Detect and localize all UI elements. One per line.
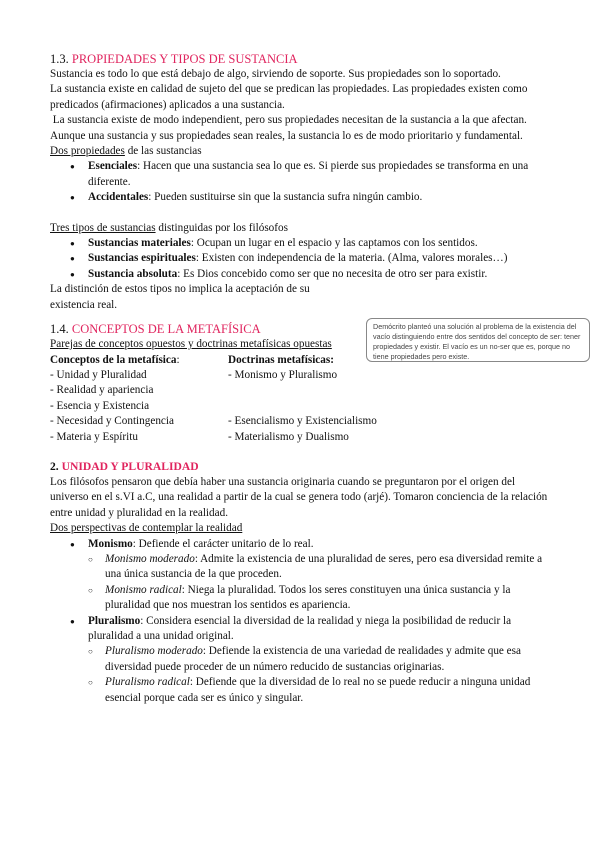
underlined-label: Dos propiedades <box>50 145 125 158</box>
perspectivas-list-2 <box>50 614 550 645</box>
definition: : Hacen que una sustancia sea lo que es. Si pierde sus propiedades se transforma en una diferente. <box>88 160 529 188</box>
section-1-3-number: 1.3. <box>50 52 72 66</box>
table-row <box>50 399 377 414</box>
table-row <box>50 383 377 398</box>
list-item <box>50 159 550 190</box>
table-cell: - Materia y Espíritu <box>50 430 138 443</box>
term: Pluralismo radical <box>105 676 190 689</box>
section-2-title: UNIDAD Y PLURALIDAD <box>61 459 199 473</box>
section-1-3-title: PROPIEDADES Y TIPOS DE SUSTANCIA <box>71 52 298 66</box>
list-item <box>50 267 550 282</box>
definition: : Defiende la existencia de una variedad de realidades y admite que esa diversidad puede proceder de un número reducido de sustancias originarias. <box>105 645 521 673</box>
propiedades-list <box>50 159 550 205</box>
list-item <box>50 251 550 266</box>
term: Sustancias materiales <box>88 237 191 250</box>
definition: : Defiende el carácter unitario de lo real. <box>132 537 314 550</box>
label-rest: de las sustancias <box>124 145 202 158</box>
margin-comment-box <box>366 318 590 362</box>
column-header: Conceptos de la metafísica <box>50 353 177 366</box>
header-cell <box>228 353 377 368</box>
sublist-item <box>50 583 550 614</box>
term: Monismo <box>88 537 133 550</box>
definition: : Ocupan un lugar en el espacio y las captamos con los sentidos. <box>190 237 478 250</box>
table-cell: - Unidad y Pluralidad <box>50 368 147 381</box>
paragraph: Los filósofos pensaron que debía haber una sustancia originaria cuando se preguntaron por el origen del universo en el s.VI a.C, una realidad a partir de la cual se genera todo (arjé). Tomaron conciencia de la relación entre unidad y pluralidad en la realidad. <box>50 475 548 519</box>
tipos-list <box>50 236 550 282</box>
term: Monismo moderado <box>105 552 195 565</box>
table-cell <box>228 399 377 414</box>
definition: : Niega la pluralidad. Todos los seres constituyen una única sustancia y la pluralidad que nos muestran los sentidos es apariencia. <box>105 583 511 612</box>
monismo-sublist <box>50 552 550 614</box>
paragraph: La sustancia existe de modo independient, pero sus propiedades necesitan de la sustancia a la que afectan. Aunque una sustancia y sus propiedades sean reales, la sustancia lo es de modo prioritario y fundamental. <box>50 114 530 142</box>
table-row <box>50 430 377 445</box>
pluralismo-sublist <box>50 644 550 706</box>
term: Sustancia absoluta <box>88 267 178 280</box>
paragraph-distincion: La distinción de estos tipos no implica la aceptación de su existencia real. <box>50 283 310 311</box>
paragraph: La sustancia existe en calidad de sujeto del que se predican las propiedades. Las propiedades existen como predicados (afirmaciones) aplicados a una sustancia. <box>50 83 528 111</box>
section-1-3-heading <box>50 51 550 67</box>
subheading-parejas: Parejas de conceptos opuestos y doctrinas metafísicas opuestas <box>50 338 332 351</box>
term: Pluralismo <box>88 614 141 627</box>
subheading-dos-propiedades <box>50 144 550 159</box>
table-row <box>50 368 377 383</box>
sublist-item <box>50 644 550 675</box>
term: Accidentales <box>88 191 149 204</box>
subheading-tres-tipos <box>50 221 550 236</box>
term: Monismo radical <box>105 583 182 596</box>
comment-text: Demócrito planteó una solución al problema de la existencia del vacío distinguiendo entre dos sentidos del concepto de ser: tener propiedades y existir. El vacío es un no-ser que es, porque no tiene propiedades pero existe. <box>373 322 581 361</box>
list-item-monismo <box>50 537 550 552</box>
term: Sustancias espirituales <box>88 252 196 265</box>
definition: : Pueden sustituirse sin que la sustancia sufra ningún cambio. <box>148 191 423 204</box>
section-2-heading <box>50 459 550 475</box>
sublist-item <box>50 552 550 583</box>
table-cell: - Realidad y apariencia <box>50 384 154 397</box>
term: Esenciales <box>88 160 138 173</box>
perspectivas-list <box>50 537 550 552</box>
underlined-label: Tres tipos de sustancias <box>50 221 156 234</box>
table-cell <box>228 383 377 398</box>
list-item <box>50 236 550 251</box>
term: Pluralismo moderado <box>105 645 203 658</box>
table-cell: - Esencialismo y Existencialismo <box>228 415 377 428</box>
definition: : Existen con independencia de la materia. (Alma, valores morales…) <box>195 252 508 265</box>
header-cell <box>50 353 228 368</box>
column-header: Doctrinas metafísicas: <box>228 353 334 366</box>
conceptos-table <box>50 353 377 445</box>
paragraph: Sustancia es todo lo que está debajo de algo, sirviendo de soporte. Sus propiedades son lo soportado. <box>50 68 501 80</box>
label-rest: distinguidas por los filósofos <box>155 221 288 234</box>
table-cell: - Esencia y Existencia <box>50 399 150 412</box>
subheading-dos-perspectivas: Dos perspectivas de contemplar la realidad <box>50 522 243 535</box>
document-page <box>50 51 550 706</box>
table-cell: - Necesidad y Contingencia <box>50 415 174 428</box>
definition: : Defiende que la diversidad de lo real no se puede reducir a ninguna unidad esencial porque cada ser es único y singular. <box>105 676 531 704</box>
table-cell: - Monismo y Pluralismo <box>228 368 338 381</box>
definition: : Admite la existencia de una pluralidad de seres, pero esa diversidad remite a una única sustancia de la que proceden. <box>105 552 543 581</box>
definition: : Considera esencial la diversidad de la realidad y niega la posibilidad de reducir la pluralidad a una unidad original. <box>88 614 512 642</box>
definition: : Es Dios concebido como ser que no necesita de otro ser para existir. <box>177 267 488 280</box>
table-row <box>50 414 377 429</box>
section-1-4-number: 1.4. <box>50 322 72 337</box>
table-header-row <box>50 353 377 368</box>
section-1-4-title: CONCEPTOS DE LA METAFÍSICA <box>71 322 261 337</box>
section-2-number: 2. <box>50 459 62 473</box>
list-item <box>50 190 550 205</box>
column-header-colon: : <box>176 353 180 366</box>
sublist-item <box>50 675 550 706</box>
list-item-pluralismo <box>50 614 550 645</box>
table-cell: - Materialismo y Dualismo <box>228 430 349 443</box>
